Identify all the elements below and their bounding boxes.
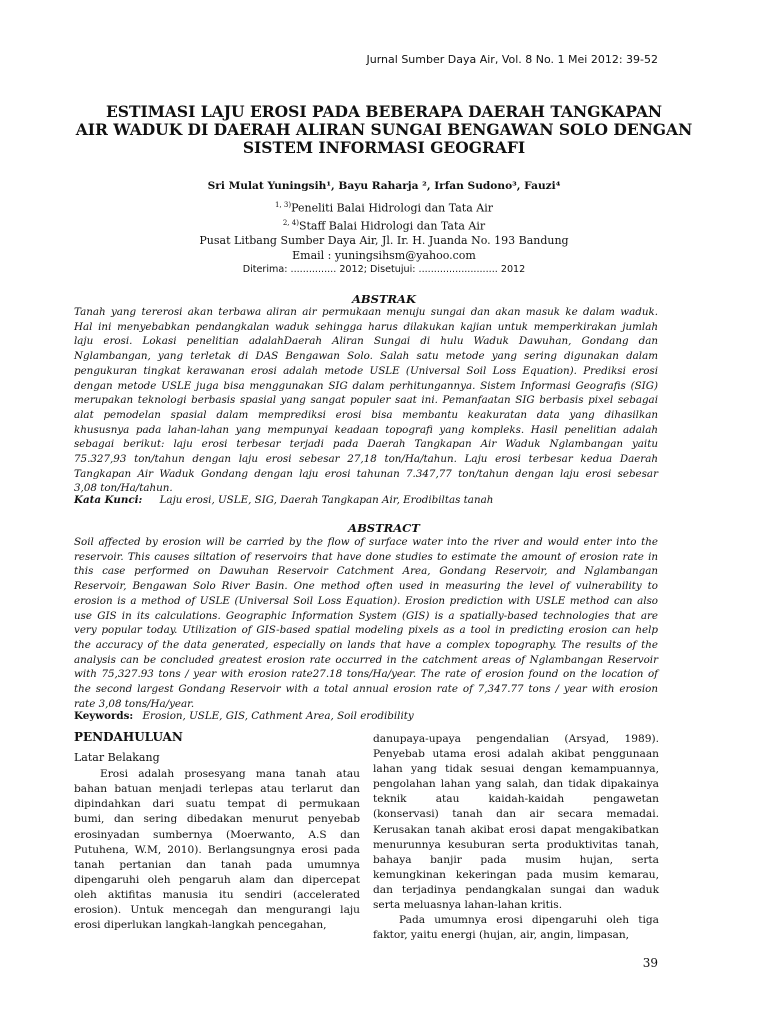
body-line: danupaya-upaya pengendalian (Arsyad, 1989). (373, 733, 659, 745)
keywords (74, 710, 674, 722)
body-line: menurunnya kesuburan serta produktivitas tanah, (373, 838, 659, 851)
left-column (74, 730, 360, 933)
affiliation-2-mark: 2, 4) (282, 218, 299, 227)
affiliation-1-mark: 1, 3) (275, 201, 292, 209)
body-line: pengolahan lahan yang salah, dan tidak dipakainya (373, 778, 659, 791)
affiliation-address: Pusat Litbang Sumber Daya Air, Jl. Ir. H. Juanda No. 193 Bandung (199, 234, 569, 248)
right-column (373, 732, 659, 943)
abstrak-line: dengan metode USLE juga bisa menggunakan SIG dalam perhitungannya. Sistem Informasi Geografis (SIG) (74, 379, 658, 392)
body-line: erosion). Untuk mencegah dan mengurangi laju (74, 904, 360, 917)
body-line: erosi diperlukan langkah-langkah pencegahan, (74, 919, 327, 932)
kata-kunci-label: Kata Kunci: (74, 494, 143, 506)
journal-header: Jurnal Sumber Daya Air, Vol. 8 No. 1 Mei 2012: 39-52 (366, 53, 658, 66)
body-line: dan terjadinya pendangkalan sungai dan waduk (373, 883, 659, 896)
abstrak-line: 75.327,93 ton/tahun dengan laju erosi sebesar 27,18 ton/Ha/tahun. Laju erosi terbesar kedua Daerah (74, 453, 658, 466)
affiliation-1-text: Peneliti Balai Hidrologi dan Tata Air (291, 201, 493, 215)
body-line: Penyebab utama erosi adalah akibat penggunaan (373, 748, 659, 761)
body-line: Putuhena, W.M, 2010). Berlangsungnya erosi pada (74, 843, 360, 856)
abstract-line: the accuracy of the data generated, especially on lands that have a complex topography. The results of the (74, 638, 658, 651)
abstract-line: reservoir. This causes siltation of reservoirs that have done studies to estimate the amount of erosion rate in (74, 550, 658, 563)
abstract-body (74, 535, 658, 711)
affiliation-1 (0, 198, 768, 216)
body-line: teknik atau kaidah-kaidah pengawetan (373, 793, 659, 806)
body-line: serta meluasnya lahan-lahan kritis. (373, 899, 563, 912)
abstract-line: Soil affected by erosion will be carried by the flow of surface water into the river and would enter into the (74, 536, 658, 548)
body-line: faktor, yaitu energi (hujan, air, angin, limpasan, (373, 929, 630, 942)
abstrak-heading: ABSTRAK (352, 292, 416, 306)
abstract-line: this case performed on Dawuhan Reservoir Catchment Area, Gondang Reservoir, and Nglambangan (74, 565, 658, 578)
body-line: Kerusakan tanah akibat erosi dapat mengakibatkan (373, 823, 659, 836)
abstrak-body (74, 305, 658, 496)
body-line: bumi, dan sering dibedakan menurut penyebab (74, 813, 360, 826)
body-line: tanah pertanian dan tanah pada umumnya (74, 858, 360, 871)
abstract-line: analysis can be concluded greatest erosion rate occurred in the catchment areas of Nglambangan Reservoir (74, 653, 658, 666)
keywords-text: Erosion, USLE, GIS, Cathment Area, Soil erodibility (142, 710, 414, 722)
page-number: 39 (642, 956, 658, 970)
abstract-line: rate 3,08 tons/Ha/year. (74, 697, 195, 710)
kata-kunci (74, 494, 674, 506)
section-heading: PENDAHULUAN (74, 730, 183, 744)
abstrak-line: Hal ini menyebabkan pendangkalan waduk sehingga harus dilakukan kajian untuk memperkirakan jumlah (74, 320, 658, 333)
received-dates: Diterima: ............... 2012; Disetujui: .......................... 2012 (242, 264, 526, 275)
body-line: bahaya banjir pada musim hujan, serta (373, 853, 659, 866)
title-line: ESTIMASI LAJU EROSI PADA BEBERAPA DAERAH TANGKAPAN (105, 102, 663, 121)
body-line: lahan yang tidak sesuai dengan kemampuannya, (373, 763, 659, 776)
abstract-line: Reservoir, Bengawan Solo River Basin. One method often used in measuring the level of vulnerability to (74, 580, 658, 593)
abstract-heading: ABSTRACT (348, 521, 420, 535)
author-email: Email : yuningsihsm@yahoo.com (292, 249, 476, 263)
body-line: dipindahkan dari suatu tempat di permukaan (74, 798, 360, 811)
abstrak-line: Nglambangan, yang terletak di DAS Bengawan Solo. Salah satu metode yang sering digunakan dalam (74, 350, 658, 363)
abstrak-line: sebagai berikut: laju erosi terbesar terjadi pada Daerah Tangkapan Air Waduk Nglambangan yaitu (74, 438, 658, 451)
subsection-heading: Latar Belakang (74, 751, 160, 765)
abstrak-line: laju erosi. Lokasi penelitian adalahDaerah Aliran Sungai di hulu Waduk Dawuhan, Gondang dan (74, 335, 658, 348)
abstrak-line: Tanah yang tererosi akan terbawa aliran air permukaan menuju sungai dan akan masuk ke dalam waduk. (74, 306, 658, 318)
abstract-line: with 75,327.93 tons / year with erosion rate27.18 tons/Ha/year. The rate of erosion found on the location of (74, 668, 658, 681)
title-line: AIR WADUK DI DAERAH ALIRAN SUNGAI BENGAWAN SOLO DENGAN (75, 120, 693, 139)
body-line: kemungkinan kekeringan pada musim kemarau, (373, 868, 659, 881)
body-line: (konservasi) tanah dan air secara memadai. (373, 808, 659, 821)
affiliation-2-text: Staff Balai Hidrologi dan Tata Air (298, 219, 486, 233)
body-line: oleh aktifitas manusia itu sendiri (accelerated (74, 888, 360, 901)
abstract-line: very popular today. Utilization of GIS-based spatial modeling pixels as a tool in predicting erosion can help (74, 624, 658, 637)
keywords-label: Keywords: (74, 710, 134, 722)
affiliation-2 (0, 216, 768, 234)
paper-title (0, 103, 768, 157)
body-line: erosinyadan sumbernya (Moerwanto, A.S dan (74, 828, 360, 841)
abstract-line: use GIS in its calculations. Geographic Information System (GIS) is a spatially-based technologies that are (74, 609, 658, 622)
abstract-line: the second largest Gondang Reservoir with a total annual erosion rate of 7,347.77 tons / year with erosion (74, 683, 658, 696)
title-line: SISTEM INFORMASI GEOGRAFI (242, 138, 526, 157)
author-list: Sri Mulat Yuningsih¹, Bayu Raharja ², Irfan Sudono³, Fauzi⁴ (207, 180, 561, 192)
abstract-line: erosion is a method of USLE (Universal Soil Loss Equation). Erosion prediction with USLE method can also (74, 594, 658, 607)
abstrak-line: 3,08 ton/Ha/tahun. (74, 482, 173, 495)
abstrak-line: alat pemodelan spasial dalam memprediksi erosi bisa membantu keakuratan data yang dihasilkan (74, 408, 658, 421)
body-line: bahan batuan menjadi terlepas atau terlarut dan (74, 783, 360, 796)
abstrak-line: pengukuran tingkat kerawanan erosi adalah metode USLE (Universal Soil Loss Equation). Prediksi erosi (74, 364, 658, 377)
abstrak-line: merupakan teknologi berbasis spasial yang sangat populer saat ini. Pemanfaatan SIG berbasis pixel sebagai (74, 394, 658, 407)
abstrak-line: khususnya pada lahan-lahan yang mempunyai keadaan topografi yang kompleks. Hasil penelitian adalah (74, 423, 658, 436)
body-line: dipengaruhi oleh pengaruh alam dan dipercepat (74, 873, 360, 886)
kata-kunci-text: Laju erosi, USLE, SIG, Daerah Tangkapan Air, Erodibiltas tanah (159, 494, 494, 506)
body-line: Erosi adalah prosesyang mana tanah atau (100, 768, 360, 781)
affiliations (0, 198, 768, 263)
body-line: Pada umumnya erosi dipengaruhi oleh tiga (399, 914, 659, 927)
abstrak-line: Tangkapan Air Waduk Gondang dengan laju erosi tahunan 7.347,77 ton/tahun dengan laju erosi sebesar (74, 467, 658, 480)
